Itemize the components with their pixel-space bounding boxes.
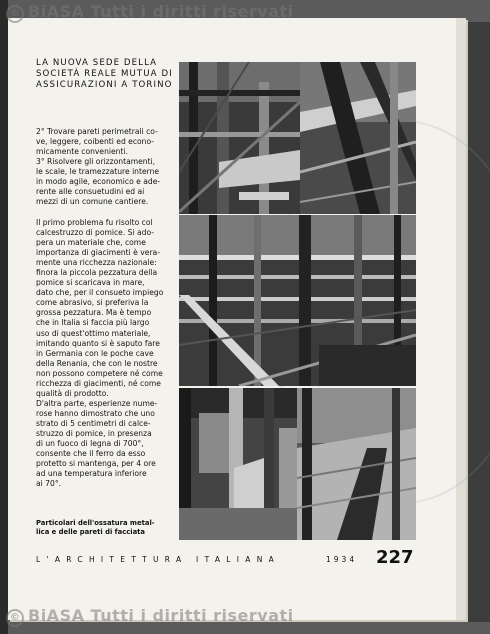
title-line: SOCIETÀ REALE MUTUA DI bbox=[36, 69, 173, 79]
text-line: pera un materiale che, come bbox=[36, 238, 146, 248]
text-line: D'altra parte, esperienze nume- bbox=[36, 398, 158, 408]
text-line: finora la piccola pezzatura della bbox=[36, 268, 158, 278]
text-line: uso di quest'ottimo materiale, bbox=[36, 328, 151, 338]
copyright-icon: © bbox=[6, 609, 24, 627]
title-line: LA NUOVA SEDE DELLA bbox=[36, 58, 158, 68]
text-line: ai 70°. bbox=[36, 479, 62, 489]
article-title bbox=[36, 58, 173, 91]
watermark-bottom-text: BiASA Tutti i diritti riservati bbox=[28, 606, 294, 625]
copyright-icon: © bbox=[6, 5, 24, 23]
text-line: 3° Risolvere gli orizzontamenti, bbox=[36, 157, 156, 167]
caption-line: Particolari dell'ossatura metal- bbox=[36, 519, 155, 527]
construction-photo bbox=[179, 388, 297, 540]
construction-photo bbox=[179, 215, 416, 386]
text-line: struzzo di pomice, in presenza bbox=[36, 428, 152, 438]
text-line: mente una ricchezza nazionale: bbox=[36, 258, 157, 268]
scanner-backdrop bbox=[0, 0, 8, 634]
text-line: consente che il ferro da esso bbox=[36, 449, 146, 459]
text-line: in modo agile, economico e ade- bbox=[36, 177, 161, 187]
construction-photo bbox=[297, 388, 416, 540]
text-line: che in Italia si faccia più largo bbox=[36, 318, 150, 328]
text-line: micamente convenienti. bbox=[36, 147, 128, 157]
text-line: ricchezza di giacimenti, né come bbox=[36, 378, 161, 388]
text-line: non possono competere né come bbox=[36, 368, 163, 378]
text-line: come abrasivo, si preferiva la bbox=[36, 298, 149, 308]
text-line: le scale, le tramezzature interne bbox=[36, 167, 160, 177]
text-line: ve, leggere, coibenti ed econo- bbox=[36, 137, 155, 147]
construction-photo bbox=[179, 62, 300, 214]
body-paragraph bbox=[36, 218, 176, 489]
text-line: ad una temperatura inferiore bbox=[36, 469, 147, 479]
text-line: in Germania con le poche cave bbox=[36, 348, 154, 358]
text-line: mezzi di un comune cantiere. bbox=[36, 197, 149, 207]
issue-year: 1934 bbox=[326, 555, 358, 564]
caption-line: lica e delle pareti di facciata bbox=[36, 528, 146, 536]
text-line: dato che, per il consueto impiego bbox=[36, 288, 164, 298]
page-number: 227 bbox=[376, 547, 414, 568]
text-line: pomice si scaricava in mare, bbox=[36, 278, 145, 288]
text-line: imitando quanto si è saputo fare bbox=[36, 338, 160, 348]
text-line: grossa pezzatura. Ma è tempo bbox=[36, 308, 152, 318]
text-line: calcestruzzo di pomice. Si ado- bbox=[36, 228, 155, 238]
watermark-bottom bbox=[6, 606, 294, 627]
text-line: protetto si mantenga, per 4 ore bbox=[36, 459, 156, 469]
watermark-top-text: BiASA Tutti i diritti riservati bbox=[28, 2, 294, 21]
text-line: di un fuoco di legna di 700°, bbox=[36, 439, 144, 449]
text-line: strato di 5 centimetri di calce- bbox=[36, 418, 151, 428]
title-line: ASSICURAZIONI A TORINO bbox=[36, 80, 173, 90]
watermark-top bbox=[6, 2, 294, 23]
text-line: rente alle consuetudini ed ai bbox=[36, 187, 145, 197]
text-line: qualità di prodotto. bbox=[36, 388, 109, 398]
text-line: della Renania, che con le nostre bbox=[36, 358, 158, 368]
magazine-name: L'ARCHITETTURA ITALIANA bbox=[36, 555, 281, 564]
text-line: 2° Trovare pareti perimetrali co- bbox=[36, 127, 158, 136]
points-paragraph bbox=[36, 127, 176, 207]
photo-caption bbox=[36, 519, 176, 537]
text-line: rose hanno dimostrato che uno bbox=[36, 408, 155, 418]
text-line: Il primo problema fu risolto col bbox=[36, 218, 153, 227]
text-line: importanza di giacimenti è vera- bbox=[36, 248, 160, 258]
construction-photo bbox=[300, 62, 416, 214]
